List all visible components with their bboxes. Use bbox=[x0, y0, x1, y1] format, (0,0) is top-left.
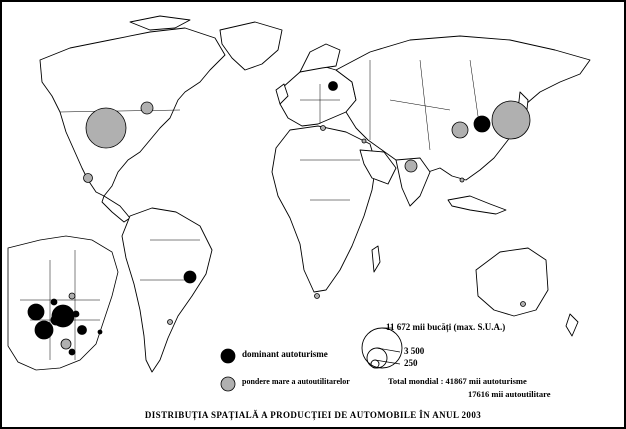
legend-pondere-symbol bbox=[221, 377, 235, 391]
new-zealand bbox=[566, 314, 578, 336]
circle-russia bbox=[329, 82, 338, 91]
circle-thailand bbox=[460, 178, 464, 182]
circle-usa bbox=[86, 108, 126, 148]
legend-dominant-symbol bbox=[221, 349, 235, 363]
circle-poland bbox=[78, 326, 87, 335]
circle-japan bbox=[492, 101, 530, 139]
circle-slovenia bbox=[69, 349, 75, 355]
total-line-2: 17616 mii autoutilitare bbox=[468, 389, 551, 399]
circle-romania bbox=[98, 330, 102, 334]
total-line-1: Total mondial : 41867 mii autoturisme bbox=[388, 376, 527, 386]
circle-benelux bbox=[51, 299, 57, 305]
scale-mid-label: 3 500 bbox=[404, 346, 425, 356]
circle-india bbox=[405, 160, 417, 172]
circle-turkey bbox=[321, 126, 326, 131]
circle-australia bbox=[521, 302, 526, 307]
europe-inset bbox=[8, 236, 118, 370]
scale-min-label: 250 bbox=[404, 358, 418, 368]
indonesia bbox=[448, 196, 506, 214]
circle-italy bbox=[61, 339, 71, 349]
legend-pondere-label: pondere mare a autoutilitarelor bbox=[242, 377, 350, 386]
scale-circle-mid bbox=[367, 348, 387, 368]
circle-mexico bbox=[84, 174, 93, 183]
circle-korea bbox=[474, 116, 490, 132]
circle-iran bbox=[362, 139, 366, 143]
circle-uk bbox=[28, 304, 44, 320]
map-caption: DISTRIBUȚIA SPAȚIALĂ A PRODUCȚIEI DE AUTOMOBILE ÎN ANUL 2003 bbox=[144, 410, 482, 420]
greenland bbox=[220, 22, 282, 70]
central-america bbox=[102, 196, 130, 222]
scale-max-label: 11 672 mii bucăți (max. S.U.A.) bbox=[386, 322, 506, 332]
circle-china bbox=[452, 122, 468, 138]
scale-leader-mid bbox=[377, 348, 400, 352]
circle-sweden bbox=[69, 293, 75, 299]
scandinavia bbox=[300, 44, 340, 72]
arctic-islands bbox=[130, 16, 190, 30]
circle-czech bbox=[73, 311, 79, 317]
circle-brazil bbox=[184, 271, 196, 283]
circle-argentina bbox=[168, 320, 173, 325]
legend-dominant-label: dominant autoturisme bbox=[242, 349, 328, 359]
circle-canada bbox=[141, 102, 153, 114]
south-america bbox=[122, 208, 212, 372]
circle-south-africa bbox=[315, 294, 320, 299]
circle-germany bbox=[52, 305, 74, 327]
madagascar bbox=[372, 246, 380, 272]
circle-spain bbox=[35, 321, 53, 339]
australia bbox=[476, 248, 548, 316]
